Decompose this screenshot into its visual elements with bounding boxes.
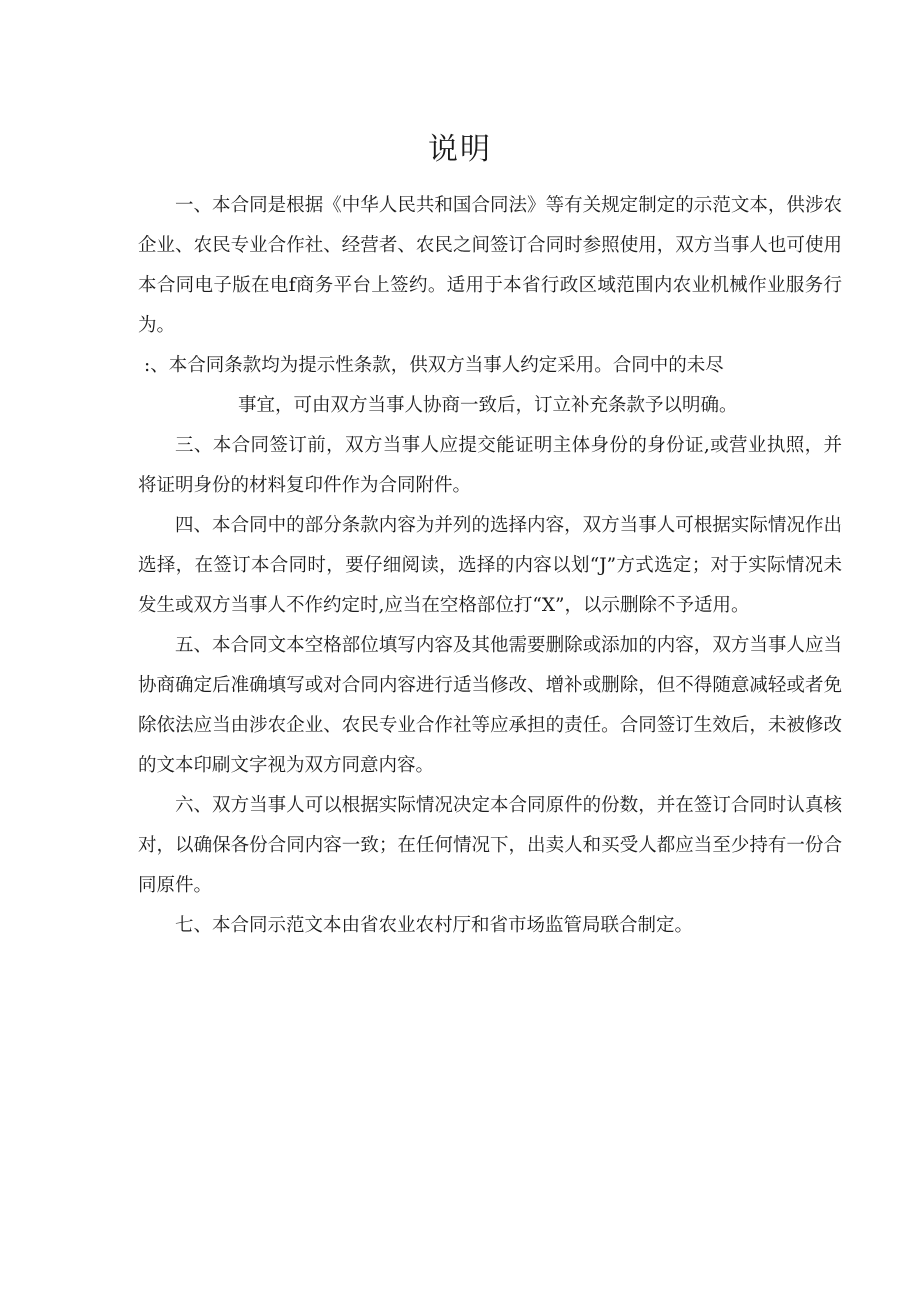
- paragraph-4: 四、本合同中的部分条款内容为并列的选择内容，双方当事人可根据实际情况作出选择，在签订本合同时，要仔细阅读，选择的内容以划“J”方式选定；对于实际情况未发生或双方当事人不作约定时,应当在空格部位打“X”，以示删除不予适用。: [138, 515, 842, 616]
- document-title: 说明: [428, 132, 492, 167]
- paragraph-5: 五、本合同文本空格部位填写内容及其他需要删除或添加的内容，双方当事人应当协商确定后准确填写或对合同内容进行适当修改、增补或删除，但不得随意减轻或者免除依法应当由涉农企业、农民专业合作社等应承担的责任。合同签订生效后，未被修改的文本印刷文字视为双方同意内容。: [138, 635, 842, 776]
- paragraph-3: 三、本合同签订前，双方当事人应提交能证明主体身份的身份证,或营业执照，并将证明身份的材料复印件作为合同附件。: [138, 435, 842, 496]
- paragraph-7: 七、本合同示范文本由省农业农村厅和省市场监管局联合制定。: [175, 915, 694, 936]
- paragraph-2-continuation: 事宜，可由双方当事人协商一致后，订立补充条款予以明确。: [238, 395, 738, 416]
- paragraph-2: :、本合同条款均为提示性条款，供双方当事人约定采用。合同中的未尽: [144, 355, 724, 376]
- paragraph-6: 六、双方当事人可以根据实际情况决定本合同原件的份数，并在签订合同时认真核对，以确保各份合同内容一致；在任何情况下，出卖人和买受人都应当至少持有一份合同原件。: [138, 795, 842, 896]
- document-body: [138, 186, 842, 946]
- paragraph-1: 一、本合同是根据《中华人民共和国合同法》等有关规定制定的示范文本，供涉农企业、农民专业合作社、经营者、农民之间签订合同时参照使用，双方当事人也可使用本合同电子版在电f商务平台上签约。适用于本省行政区域范围内农业机械作业服务行为。: [138, 195, 842, 336]
